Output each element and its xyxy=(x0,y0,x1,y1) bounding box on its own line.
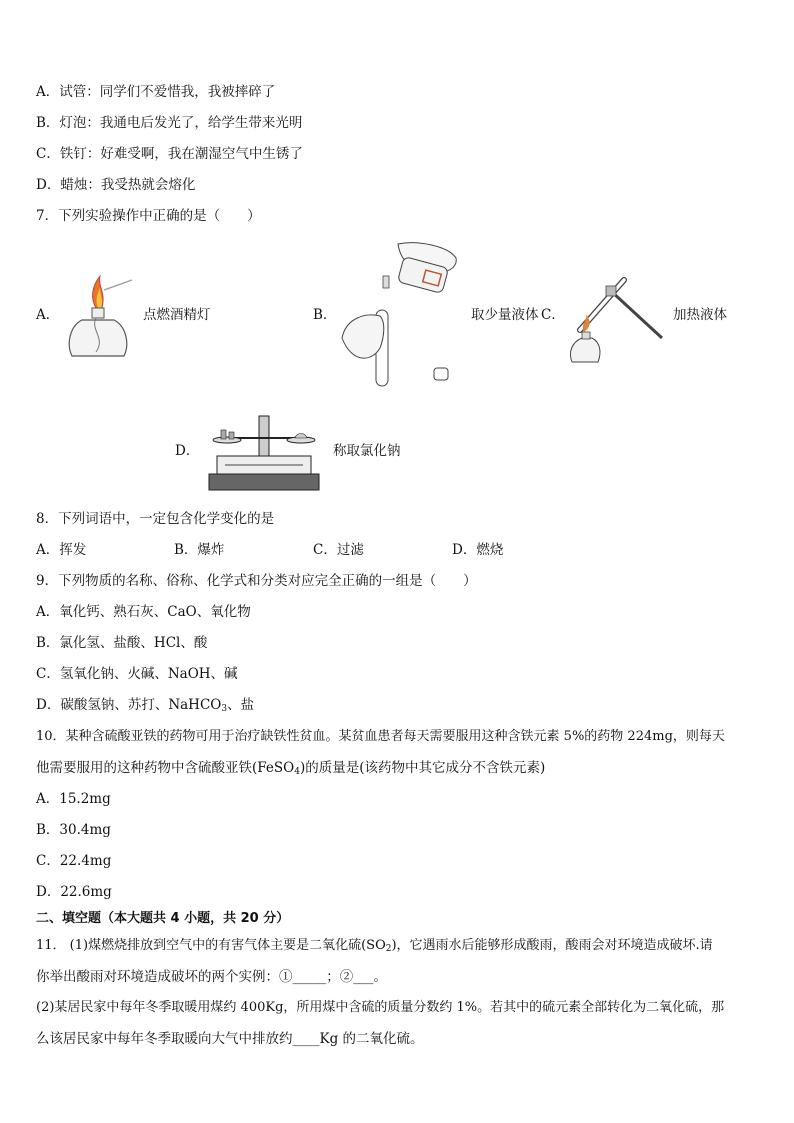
q6-option-a: A．试管：同学们不爱惜我，我被摔碎了 xyxy=(36,84,276,100)
q10-option-a: A．15.2mg xyxy=(36,791,111,807)
heat-liquid-image xyxy=(566,270,666,366)
q7-stem: 7．下列实验操作中正确的是（ ） xyxy=(36,208,261,224)
q9-option-d-suffix: 、盐 xyxy=(227,697,255,713)
q7-d-caption: 称取氯化钠 xyxy=(333,443,401,459)
q11-line1 xyxy=(36,937,713,958)
q7-b-letter: B． xyxy=(313,307,337,323)
q10-option-c: C．22.4mg xyxy=(36,853,112,869)
q11-line4: 么该居民家中每年冬季取暖向大气中排放约____Kg 的二氧化硫。 xyxy=(36,1031,424,1047)
q10-line2 xyxy=(36,759,545,781)
q9-option-d-text: D．碳酸氢钠、苏打、NaHCO xyxy=(36,697,222,713)
q11-line2: 你举出酸雨对环境造成破坏的两个实例：①_____；②___。 xyxy=(36,969,387,985)
q7-a-letter: A． xyxy=(36,307,60,323)
q7-c-letter: C． xyxy=(541,307,565,323)
q10-option-d: D．22.6mg xyxy=(36,884,112,900)
q6-option-b: B．灯泡：我通电后发光了，给学生带来光明 xyxy=(36,115,303,131)
section-heading: 二、填空题（本大题共 4 小题，共 20 分） xyxy=(36,911,290,926)
q7-c-caption: 加热液体 xyxy=(673,307,727,323)
q8-option-d: D．燃烧 xyxy=(452,542,504,558)
q9-option-a: A．氧化钙、熟石灰、CaO、氧化物 xyxy=(36,604,251,620)
q11-line1-subscript: 2 xyxy=(385,944,392,954)
q8-option-a: A．挥发 xyxy=(36,542,87,558)
q7-b-caption: 取少量液体 xyxy=(471,307,539,323)
q7-a-caption: 点燃酒精灯 xyxy=(143,307,211,323)
q10-line2-subscript: 4 xyxy=(294,767,300,777)
q11-line1-text: 11． (1)煤燃烧排放到空气中的有害气体主要是二氧化硫(SO xyxy=(36,938,386,953)
q10-line1: 10．某种含硫酸亚铁的药物可用于治疗缺铁性贫血。某贫血患者每天需要服用这种含铁元素 5%的药物 224mg，则每天 xyxy=(36,729,725,744)
q9-option-d-subscript: 3 xyxy=(221,704,228,714)
q11-line1-suffix: )，它遇雨水后能够形成酸雨，酸雨会对环境造成破坏.请 xyxy=(391,938,713,953)
q8-option-b: B．爆炸 xyxy=(174,542,225,558)
pour-liquid-image xyxy=(338,238,468,388)
q10-line2-suffix: )的质量是(该药物中其它成分不含铁元素) xyxy=(299,760,546,776)
q7-d-letter: D． xyxy=(175,443,200,459)
balance-scale-image xyxy=(205,410,323,492)
q8-stem: 8．下列词语中，一定包含化学变化的是 xyxy=(36,511,275,527)
q6-option-d: D．蜡烛：我受热就会熔化 xyxy=(36,177,196,193)
q9-stem: 9．下列物质的名称、俗称、化学式和分类对应完全正确的一组是（ ） xyxy=(36,573,477,589)
q6-option-c: C．铁钉：好难受啊，我在潮湿空气中生锈了 xyxy=(36,146,303,162)
q10-option-b: B．30.4mg xyxy=(36,822,111,838)
q8-option-c: C．过滤 xyxy=(313,542,364,558)
q9-option-d xyxy=(36,696,254,718)
q10-line2-text: 他需要服用的这种药物中含硫酸亚铁(FeSO xyxy=(36,760,295,776)
alcohol-lamp-lighting-image xyxy=(62,268,134,360)
q11-line3: (2)某居民家中每年冬季取暖用煤约 400Kg，所用煤中含硫的质量分数约 1%。若其中的硫元素全部转化为二氧化硫，那 xyxy=(36,1000,725,1015)
q9-option-c: C．氢氧化钠、火碱、NaOH、碱 xyxy=(36,666,238,682)
q9-option-b: B．氯化氢、盐酸、HCl、酸 xyxy=(36,635,208,651)
